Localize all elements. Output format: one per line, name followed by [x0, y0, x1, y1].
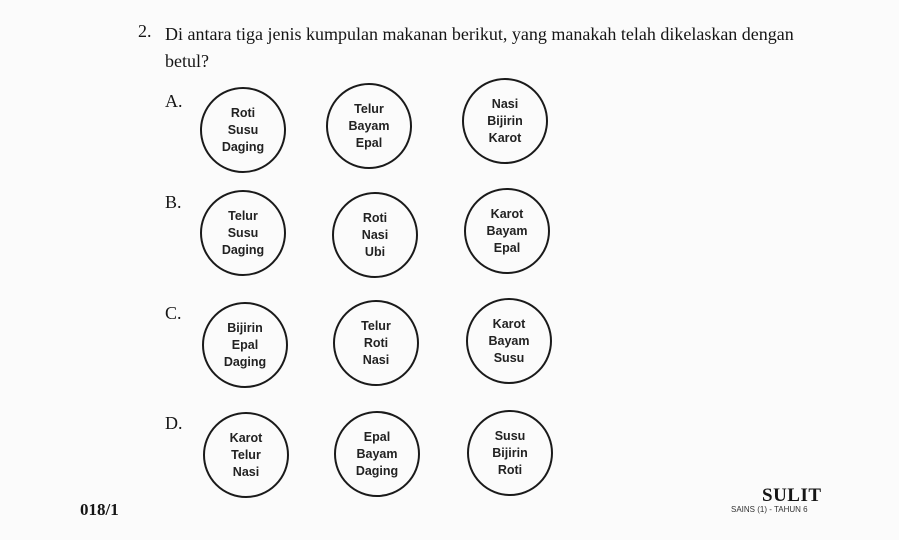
food-item: Ubi — [364, 244, 386, 259]
food-item: Telur — [354, 101, 384, 116]
food-item: Telur — [231, 447, 261, 462]
food-group-circle — [467, 410, 553, 496]
option-label-c[interactable]: C. — [165, 303, 182, 323]
food-item: Epal — [231, 337, 259, 352]
food-item: Bayam — [356, 446, 398, 461]
food-item: Telur — [228, 208, 258, 223]
food-item: Roti — [363, 335, 389, 350]
food-item: Daging — [221, 139, 265, 154]
food-item: Roti — [362, 210, 388, 225]
food-group-circle — [326, 83, 412, 169]
food-item: Bayam — [348, 118, 390, 133]
food-group-circle — [203, 412, 289, 498]
food-group-circle — [333, 300, 419, 386]
food-item: Susu — [227, 225, 259, 240]
food-item: Bijirin — [227, 320, 263, 335]
food-item: Bayam — [486, 223, 528, 238]
subject-label: SAINS (1) - TAHUN 6 — [731, 505, 808, 514]
food-item: Epal — [363, 429, 391, 444]
food-item: Karot — [229, 430, 263, 445]
food-item: Karot — [488, 130, 522, 145]
question-text: Di antara tiga jenis kumpulan makanan berikut, yang manakah telah dikelaskan dengan betul? — [165, 24, 794, 71]
food-item: Susu — [493, 350, 525, 365]
food-item: Bayam — [488, 333, 530, 348]
food-group-circle — [200, 87, 286, 173]
food-group-circle — [462, 78, 548, 164]
food-item: Epal — [493, 240, 521, 255]
food-group-circle — [200, 190, 286, 276]
option-label-b[interactable]: B. — [165, 192, 182, 212]
food-item: Susu — [494, 428, 526, 443]
food-item: Susu — [227, 122, 259, 137]
food-group-circle — [332, 192, 418, 278]
food-group-circle — [202, 302, 288, 388]
food-item: Nasi — [362, 352, 390, 367]
food-item: Nasi — [232, 464, 260, 479]
food-group-circle — [464, 188, 550, 274]
food-item: Roti — [230, 105, 256, 120]
food-item: Daging — [221, 242, 265, 257]
food-item: Bijirin — [492, 445, 528, 460]
option-label-a[interactable]: A. — [165, 91, 183, 111]
food-item: Nasi — [491, 96, 519, 111]
food-item: Daging — [223, 354, 267, 369]
food-item: Roti — [497, 462, 523, 477]
food-item: Karot — [492, 316, 526, 331]
food-item: Karot — [490, 206, 524, 221]
paper-code: 018/1 — [80, 500, 119, 519]
food-item: Bijirin — [487, 113, 523, 128]
food-item: Epal — [355, 135, 383, 150]
food-group-circle — [466, 298, 552, 384]
sulit-label: SULIT — [762, 485, 822, 506]
food-item: Telur — [361, 318, 391, 333]
food-item: Nasi — [361, 227, 389, 242]
food-group-circle — [334, 411, 420, 497]
question-number: 2. — [138, 21, 152, 41]
food-item: Daging — [355, 463, 399, 478]
option-label-d[interactable]: D. — [165, 413, 183, 433]
